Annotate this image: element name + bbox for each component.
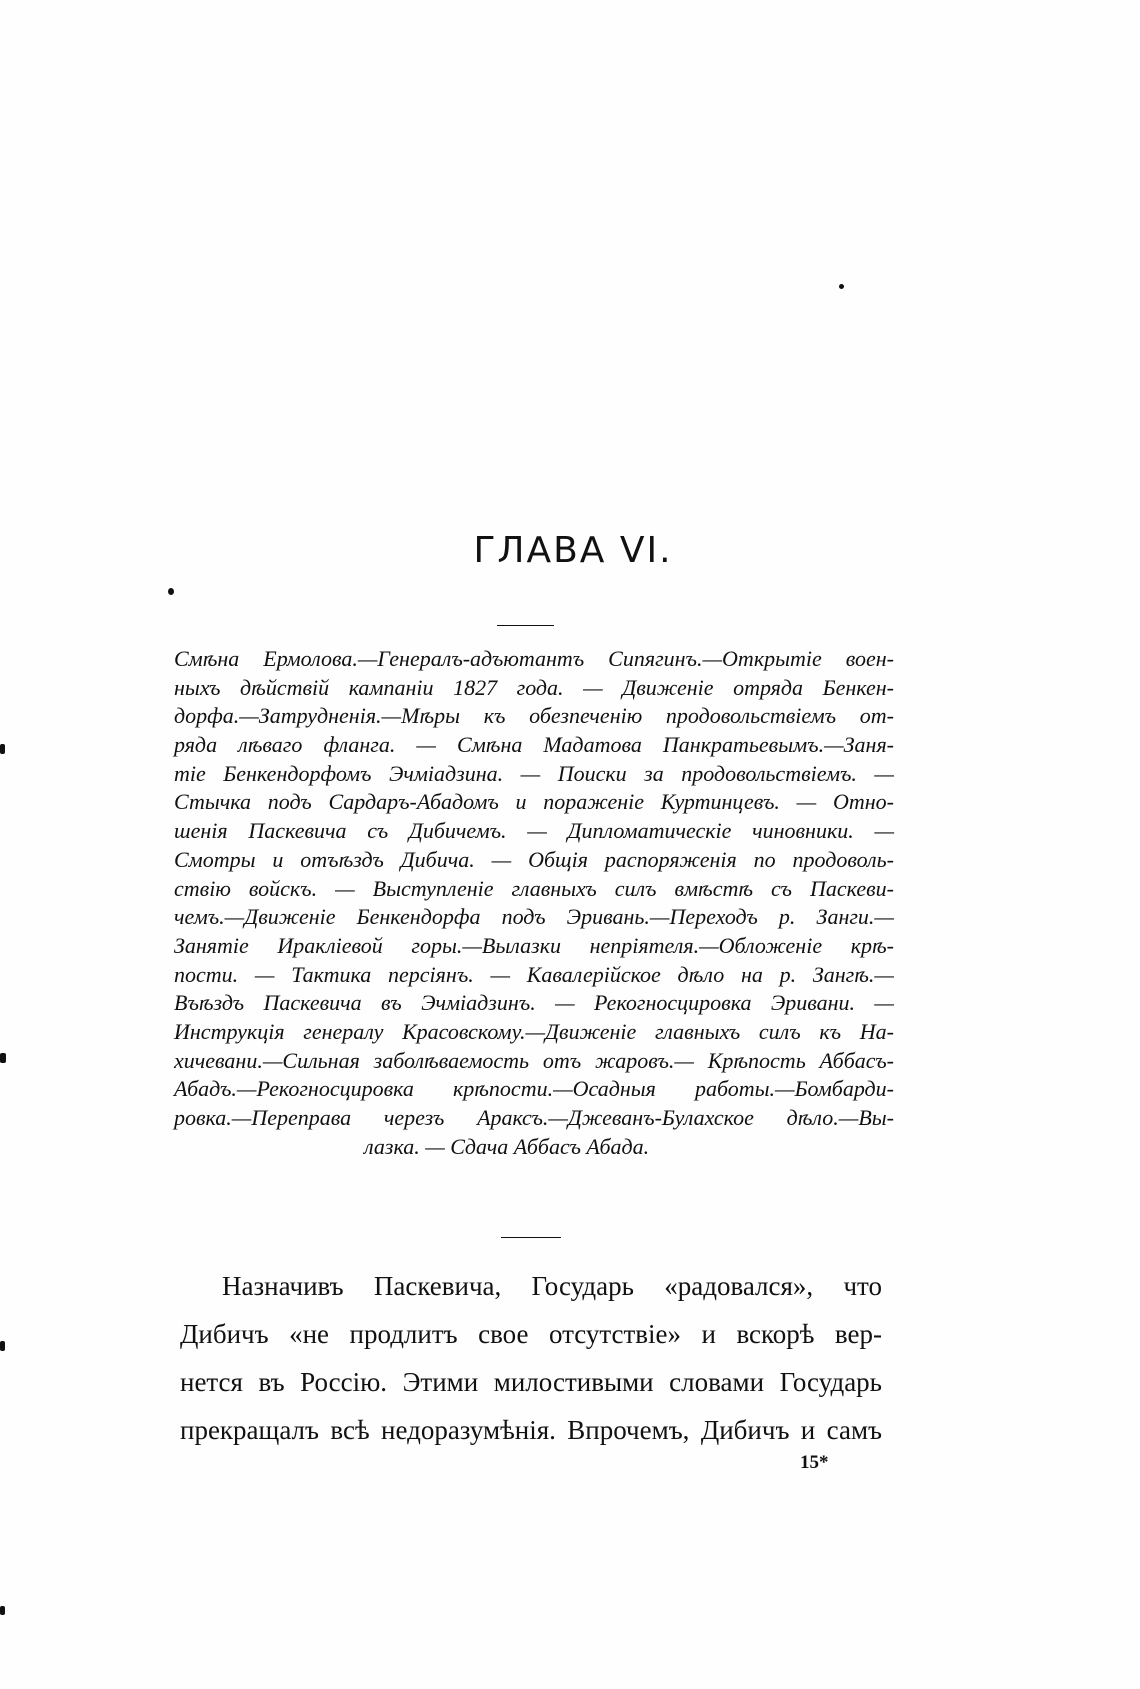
scan-speck: [168, 588, 174, 595]
summary-line: Стычка подъ Сардаръ-Абадомъ и пораженіе Куртинцевъ. — Отно-: [174, 789, 894, 815]
summary-line: лазка. — Сдача Аббасъ Абада.: [364, 1133, 650, 1159]
summary-line: дорфа.—Затрудненія.—Мѣры къ обезпеченію продовольствіемъ от-: [174, 703, 894, 729]
summary-line: чемъ.—Движеніе Бенкендорфа подъ Эривань.—Переходъ р. Занги.—: [174, 904, 894, 930]
summary-line: ныхъ дѣйствій кампаніи 1827 года. — Движеніе отряда Бенкен-: [174, 674, 894, 700]
top-rule: [497, 625, 554, 626]
scan-speck: [0, 744, 5, 754]
summary-line: пости. — Тактика персіянъ. — Кавалерійское дѣло на р. Зангѣ.—: [174, 961, 894, 987]
chapter-title: ГЛАВА VI.: [473, 530, 673, 571]
body-paragraph: [180, 1262, 882, 1454]
summary-line: ряда лѣваго фланга. — Смѣна Мадатова Панкратьевымъ.—Заня-: [174, 732, 894, 758]
summary-line: Занятіе Ираклiевой горы.—Вылазки непріятеля.—Обложеніе крѣ-: [174, 932, 894, 958]
body-line: Дибичъ «не продлитъ свое отсутствіе» и вскорѣ вер-: [180, 1319, 882, 1349]
body-line: прекращалъ всѣ недоразумѣнія. Впрочемъ, Дибичъ и самъ: [180, 1415, 882, 1445]
scan-speck: [0, 1606, 5, 1615]
summary-line: Смѣна Ермолова.—Генералъ-адъютантъ Сипягинъ.—Открытіе воен-: [174, 646, 894, 671]
summary-line: шенія Паскевича съ Дибичемъ. — Дипломатическіе чиновники. —: [174, 818, 894, 844]
summary-line: хичевани.—Сильная заболѣваемость отъ жаровъ.— Крѣпость Аббасъ-: [174, 1047, 894, 1073]
bottom-rule: [501, 1237, 561, 1238]
summary-line: Абадъ.—Рекогносцировка крѣпости.—Осадныя работы.—Бомбарди-: [174, 1076, 894, 1102]
summary-line: ровка.—Переправа черезъ Араксъ.—Джеванъ-Булахское дѣло.—Вы-: [174, 1105, 894, 1130]
summary-line: ствію войскъ. — Выступленіе главныхъ силъ вмѣстѣ съ Паскеви-: [174, 875, 894, 901]
signature-mark: 15*: [800, 1452, 829, 1473]
scan-speck: [0, 1341, 5, 1351]
summary-line: тіе Бенкендорфомъ Эчміадзина. — Поиски за продовольствіемъ. —: [174, 760, 894, 786]
body-line: Назначивъ Паскевича, Государь «радовался», что: [222, 1271, 882, 1301]
body-line: нется въ Россію. Этими милостивыми словами Государь: [180, 1367, 882, 1397]
summary-line: Смотры и отъѣздъ Дибича. — Общія распоряженія по продоволь-: [174, 846, 894, 872]
chapter-summary: [174, 645, 894, 1161]
scan-speck: [839, 284, 844, 289]
scan-speck: [0, 1053, 6, 1063]
summary-line: Инструкція генералу Красовскому.—Движеніе главныхъ силъ къ На-: [174, 1018, 894, 1044]
summary-line: Въѣздъ Паскевича въ Эчміадзинъ. — Рекогносцировка Эривани. —: [174, 990, 894, 1016]
